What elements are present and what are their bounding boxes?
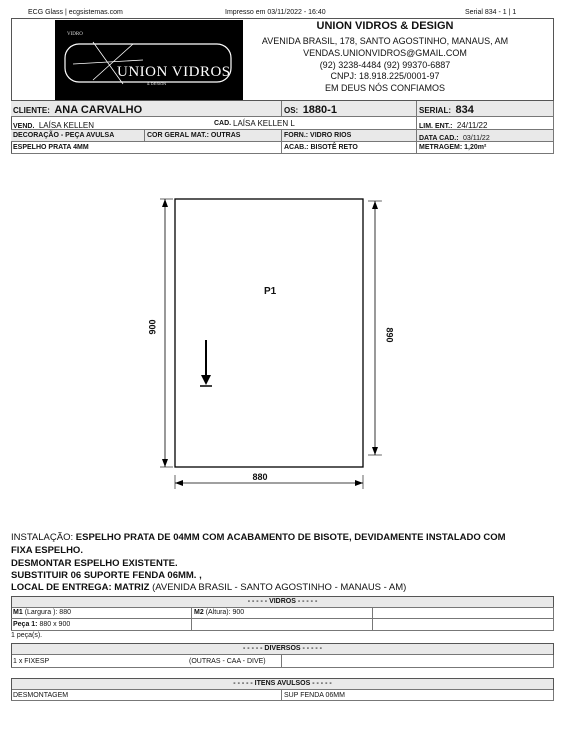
fornecedor-cell: FORN.: VIDRO RIOS (282, 130, 417, 142)
data-cad-cell: DATA CAD.: 03/11/22 (417, 130, 554, 142)
os-cell: OS: 1880-1 (282, 101, 417, 117)
height-left-dimension: 900 (147, 319, 158, 335)
cor-cell: COR GERAL MAT.: OUTRAS (145, 130, 282, 142)
company-name: UNION VIDROS & DESIGN (316, 20, 454, 32)
vidros-title: - - - - - VIDROS - - - - - (247, 598, 318, 605)
company-motto: EM DEUS NÓS CONFIAMOS (324, 83, 445, 93)
peca-cell: Peça 1: 880 x 900 (11, 619, 192, 631)
avulso-item-2: SUP FENDA 06MM (282, 690, 554, 701)
os-number: 1880-1 (302, 104, 337, 116)
logo-name: UNION VIDROS (117, 64, 231, 80)
notes-line-2: FIXA ESPELHO. (11, 545, 83, 556)
serial-cell: SERIAL: 834 (417, 101, 554, 117)
material-cell: ESPELHO PRATA 4MM (11, 142, 282, 154)
avulso-item-1: DESMONTAGEM (11, 690, 282, 701)
piece-label: P1 (264, 286, 277, 297)
company-cnpj: CNPJ: 18.918.225/0001-97 (330, 71, 440, 81)
decoracao-cell: DECORAÇÃO - PEÇA AVULSA (11, 130, 145, 142)
acabamento-cell: ACAB.: BISOTÊ RETO (282, 142, 417, 154)
serial-number: 834 (455, 104, 474, 116)
software-brand: ECG Glass | ecgsistemas.com (28, 9, 123, 16)
piece-count: 1 peça(s). (11, 632, 43, 639)
cliente-cell: CLIENTE: ANA CARVALHO (11, 101, 282, 117)
notes-line-3: DESMONTAR ESPELHO EXISTENTE. (11, 558, 178, 569)
print-date: Impresso em 03/11/2022 - 16:40 (225, 9, 326, 16)
instalacao-line: INSTALAÇÃO: ESPELHO PRATA DE 04MM COM ACABAMENTO DE BISOTE, DEVIDAMENTE INSTALADO COM (11, 532, 506, 543)
avulsos-title: - - - - - ITENS AVULSOS - - - - - (233, 680, 332, 687)
vendedor-cell: VEND. LAÍSA KELLEN CAD. LAÍSA KELLEN L (11, 117, 417, 130)
diversos-item: 1 x FIXESP (OUTRAS - CAA - DIVE) (11, 655, 282, 668)
notes-line-4: SUBSTITUIR 06 SUPORTE FENDA 06MM. , (11, 570, 202, 581)
serial-page: Serial 834 - 1 | 1 (465, 9, 517, 16)
company-address: AVENIDA BRASIL, 178, SANTO AGOSTINHO, MANAUS, AM (261, 36, 509, 46)
company-logo: VIDRO UNION VIDROS & DESIGN (55, 20, 243, 100)
cliente-name: ANA CARVALHO (54, 104, 143, 116)
m2-cell: M2 (Altura): 900 (192, 607, 373, 619)
diversos-title: - - - - - DIVERSOS - - - - - (243, 645, 322, 652)
company-email: VENDAS.UNIONVIDROS@GMAIL.COM (303, 48, 467, 58)
width-dimension: 880 (252, 472, 268, 482)
local-entrega: LOCAL DE ENTREGA: MATRIZ (AVENIDA BRASIL - SANTO AGOSTINHO - MANAUS - AM) (11, 582, 407, 593)
company-phones: (92) 3238-4484 (92) 99370-6887 (319, 60, 451, 70)
lim-ent-cell: LIM. ENT.: 24/11/22 (417, 117, 554, 130)
m1-cell: M1 (Largura ): 880 (11, 607, 192, 619)
piece-drawing (140, 185, 400, 500)
height-right-dimension: 890 (384, 327, 395, 343)
metragem-cell: METRAGEM: 1,20m² (417, 142, 554, 154)
